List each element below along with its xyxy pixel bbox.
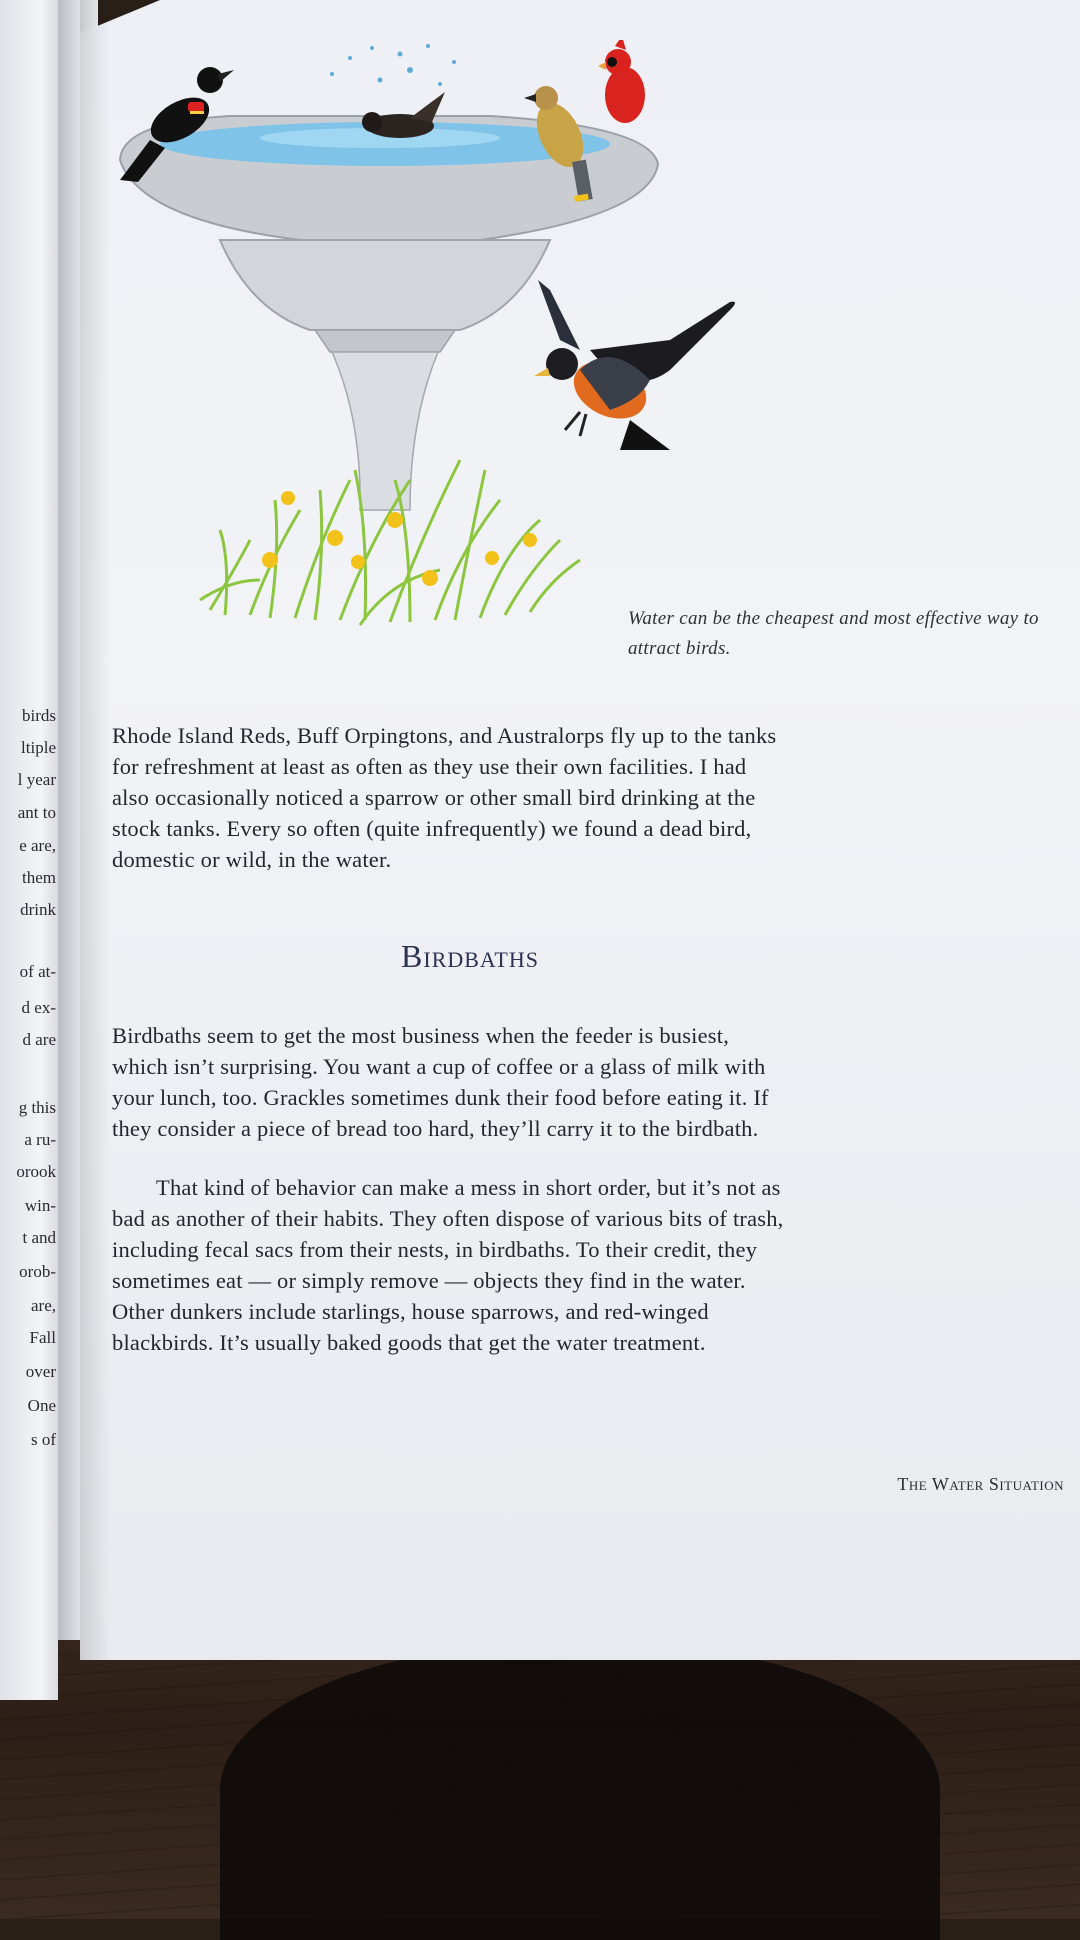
left-page-fragment: ltiple: [21, 738, 56, 757]
section-heading: Birdbaths: [401, 938, 539, 974]
left-page-fragment: ant to: [17, 803, 56, 822]
left-page-fragment: g this: [18, 1098, 56, 1117]
left-page-fragment: One: [27, 1396, 56, 1415]
left-page-fragment: over: [25, 1362, 56, 1381]
birdbath-illustration: [110, 40, 830, 680]
left-page-fragment: l year: [17, 770, 56, 789]
left-page-fragment: d ex-: [21, 998, 56, 1017]
left-page-fragment: s of: [30, 1430, 56, 1449]
left-page-fragment: are,: [30, 1296, 56, 1315]
paragraph-3: That kind of behavior can make a mess in short order, but it’s not as bad as another of their habits. They often dispose of various bits of trash, including fecal sacs from their nests, in birdbaths. To their credit, they sometimes eat — or simply remove — objects they find in the water. Other dunkers include starlings, house sparrows, and red-winged blackbirds. It’s usually baked goods that get the water treatment.: [112, 1175, 784, 1355]
left-page-fragment: birds: [22, 706, 56, 725]
left-page-fragment: win-: [24, 1196, 56, 1215]
water-splash: [330, 44, 456, 86]
left-page-fragment: orook: [16, 1162, 56, 1181]
paragraph-1: Rhode Island Reds, Buff Orpingtons, and Australorps fly up to the tanks for refreshment at least as often as they use their own facilities. I had also occasionally noticed a sparrow or other small bird drinking at the stock tanks. Every so often (quite infrequently) we found a dead bird, domestic or wild, in the water.: [112, 723, 777, 872]
cardinal: [598, 40, 645, 123]
left-page-fragment: t and: [22, 1228, 56, 1247]
left-page-fragment: Fall: [29, 1328, 56, 1347]
left-page-fragment: d are: [22, 1030, 56, 1049]
left-page-fragment: a ru-: [24, 1130, 56, 1149]
running-footer: The Water Situation: [897, 1474, 1064, 1494]
american-robin: [534, 280, 735, 450]
page-fold-shadow: [80, 0, 110, 1660]
left-page-fragment: e are,: [19, 836, 56, 855]
left-page-fragment: orob-: [19, 1262, 56, 1281]
illustration-caption: Water can be the cheapest and most effective way to attract birds.: [628, 608, 1039, 659]
left-page-fragment: them: [22, 868, 56, 887]
left-page-fragment: of at-: [19, 962, 56, 981]
left-page-fragment: drink: [20, 900, 56, 919]
hand-shadow: [220, 1640, 940, 1940]
paragraph-2: Birdbaths seem to get the most business when the feeder is busiest, which isn’t surprising. You want a cup of coffee or a glass of milk with your lunch, too. Grackles sometimes dunk their food before eating it. If they consider a piece of bread too hard, they’ll carry it to the birdbath.: [112, 1023, 769, 1141]
left-page: [0, 0, 58, 1700]
